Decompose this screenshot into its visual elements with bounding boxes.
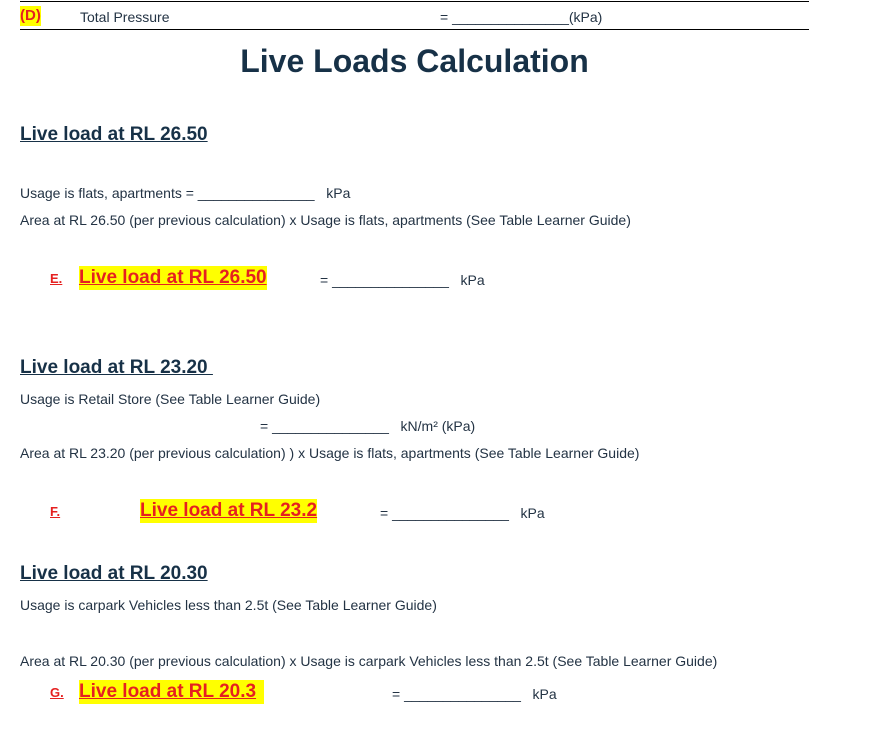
section-f-result-label: Live load at RL 23.2 — [140, 500, 318, 521]
section-e-answer: = _______________ kPa — [320, 272, 485, 288]
top-rule — [20, 1, 809, 2]
section-f-tag: F. — [50, 504, 61, 519]
section-f-area-line: Area at RL 23.20 (per previous calculation) ) x Usage is flats, apartments (See Table Learner Guide) — [20, 445, 640, 461]
total-pressure-answer: = _______________(kPa) — [440, 9, 603, 25]
section-g-tag: G. — [50, 685, 64, 700]
section-e-tag: E. — [50, 271, 63, 286]
section-e-result-label: Live load at RL 26.50 — [79, 267, 267, 288]
section-g-area-line: Area at RL 20.30 (per previous calculation) x Usage is carpark Vehicles less than 2.5t (See Table Learner Guide) — [20, 653, 718, 669]
section-f-usage-answer: = _______________ kN/m² (kPa) — [260, 418, 476, 434]
total-pressure-label: Total Pressure — [80, 9, 170, 25]
bottom-rule — [20, 29, 809, 30]
section-e-area-line: Area at RL 26.50 (per previous calculation) x Usage is flats, apartments (See Table Learner Guide) — [20, 212, 631, 228]
section-f-heading: Live load at RL 23.20 — [20, 357, 213, 378]
page-title: Live Loads Calculation — [240, 43, 589, 79]
section-g-result-label: Live load at RL 20.3 — [79, 680, 264, 704]
section-g-answer: = _______________ kPa — [392, 686, 557, 702]
section-g-usage-line: Usage is carpark Vehicles less than 2.5t (See Table Learner Guide) — [20, 597, 437, 613]
section-e-usage-line: Usage is flats, apartments = _______________ kPa — [20, 185, 351, 201]
section-f-answer: = _______________ kPa — [380, 505, 545, 521]
section-g-heading: Live load at RL 20.30 — [20, 563, 208, 584]
section-f-usage-line: Usage is Retail Store (See Table Learner Guide) — [20, 391, 321, 407]
section-e-heading: Live load at RL 26.50 — [20, 124, 208, 145]
section-d-tag: (D) — [20, 7, 41, 24]
